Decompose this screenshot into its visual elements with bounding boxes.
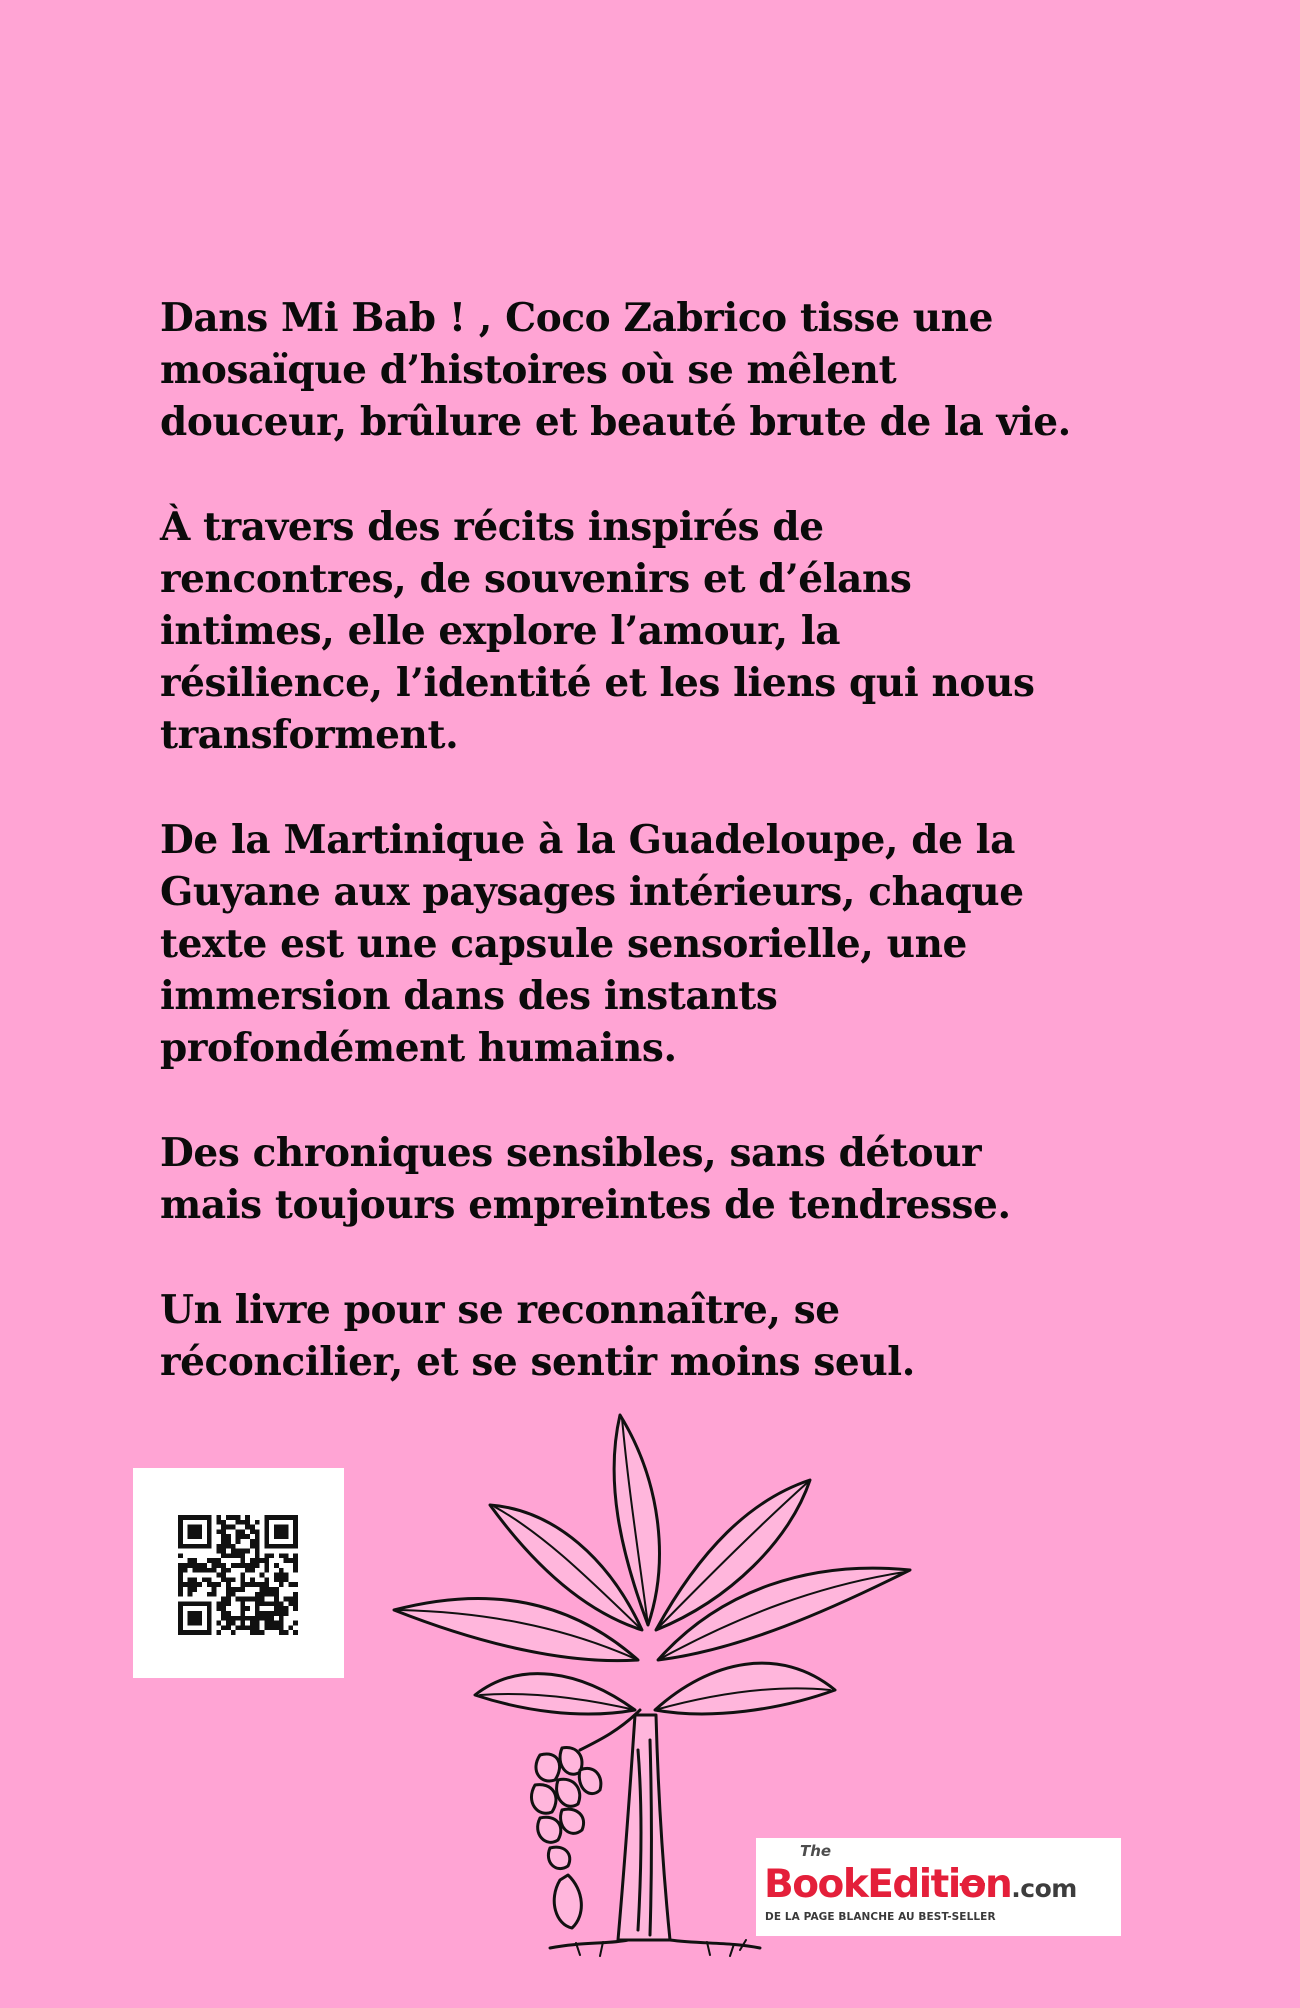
logo-tagline: DE LA PAGE BLANCHE AU BEST-SELLER xyxy=(765,1911,996,1923)
logo-name-n: n xyxy=(984,1862,1012,1907)
blurb-line: À travers des récits inspirés de xyxy=(160,504,824,550)
logo-wordmark xyxy=(764,1864,1077,1910)
blurb-line: mais toujours empreintes de tendresse. xyxy=(160,1182,1011,1228)
blurb-line: Des chroniques sensibles, sans détour xyxy=(160,1130,982,1176)
blurb-paragraph-3 xyxy=(160,814,1120,1074)
logo-name-o: o xyxy=(959,1862,985,1907)
blurb-line: mosaïque d’histoires où se mêlent xyxy=(160,347,897,393)
blurb-line: réconcilier, et se sentir moins seul. xyxy=(160,1339,915,1385)
blurb-line: transforment. xyxy=(160,712,459,758)
blurb-paragraph-2 xyxy=(160,501,1120,761)
blurb-line: intimes, elle explore l’amour, la xyxy=(160,608,841,654)
blurb-line: texte est une capsule sensorielle, une xyxy=(160,921,967,967)
blurb-line: profondément humains. xyxy=(160,1025,677,1071)
blurb-line: Dans Mi Bab ! , Coco Zabrico tisse une xyxy=(160,295,994,341)
blurb-line: rencontres, de souvenirs et d’élans xyxy=(160,556,912,602)
blurb-paragraph-5 xyxy=(160,1284,1120,1388)
blurb-line: douceur, brûlure et beauté brute de la vie. xyxy=(160,399,1071,445)
blurb-paragraph-4 xyxy=(160,1127,1120,1231)
blurb-line: immersion dans des instants xyxy=(160,973,778,1019)
back-cover-blurb xyxy=(160,292,1120,1441)
logo-the: The xyxy=(800,1842,832,1860)
blurb-line: De la Martinique à la Guadeloupe, de la xyxy=(160,817,1015,863)
blurb-line: Un livre pour se reconnaître, se xyxy=(160,1287,840,1333)
publisher-logo xyxy=(756,1838,1121,1936)
qr-code-icon xyxy=(178,1515,298,1635)
blurb-line: Guyane aux paysages intérieurs, chaque xyxy=(160,869,1024,915)
logo-name: BookEditi xyxy=(764,1862,960,1907)
blurb-line: résilience, l’identité et les liens qui nous xyxy=(160,660,1035,706)
qr-code-card xyxy=(133,1468,344,1678)
blurb-paragraph-1 xyxy=(160,292,1120,448)
logo-domain: .com xyxy=(1011,1874,1077,1903)
